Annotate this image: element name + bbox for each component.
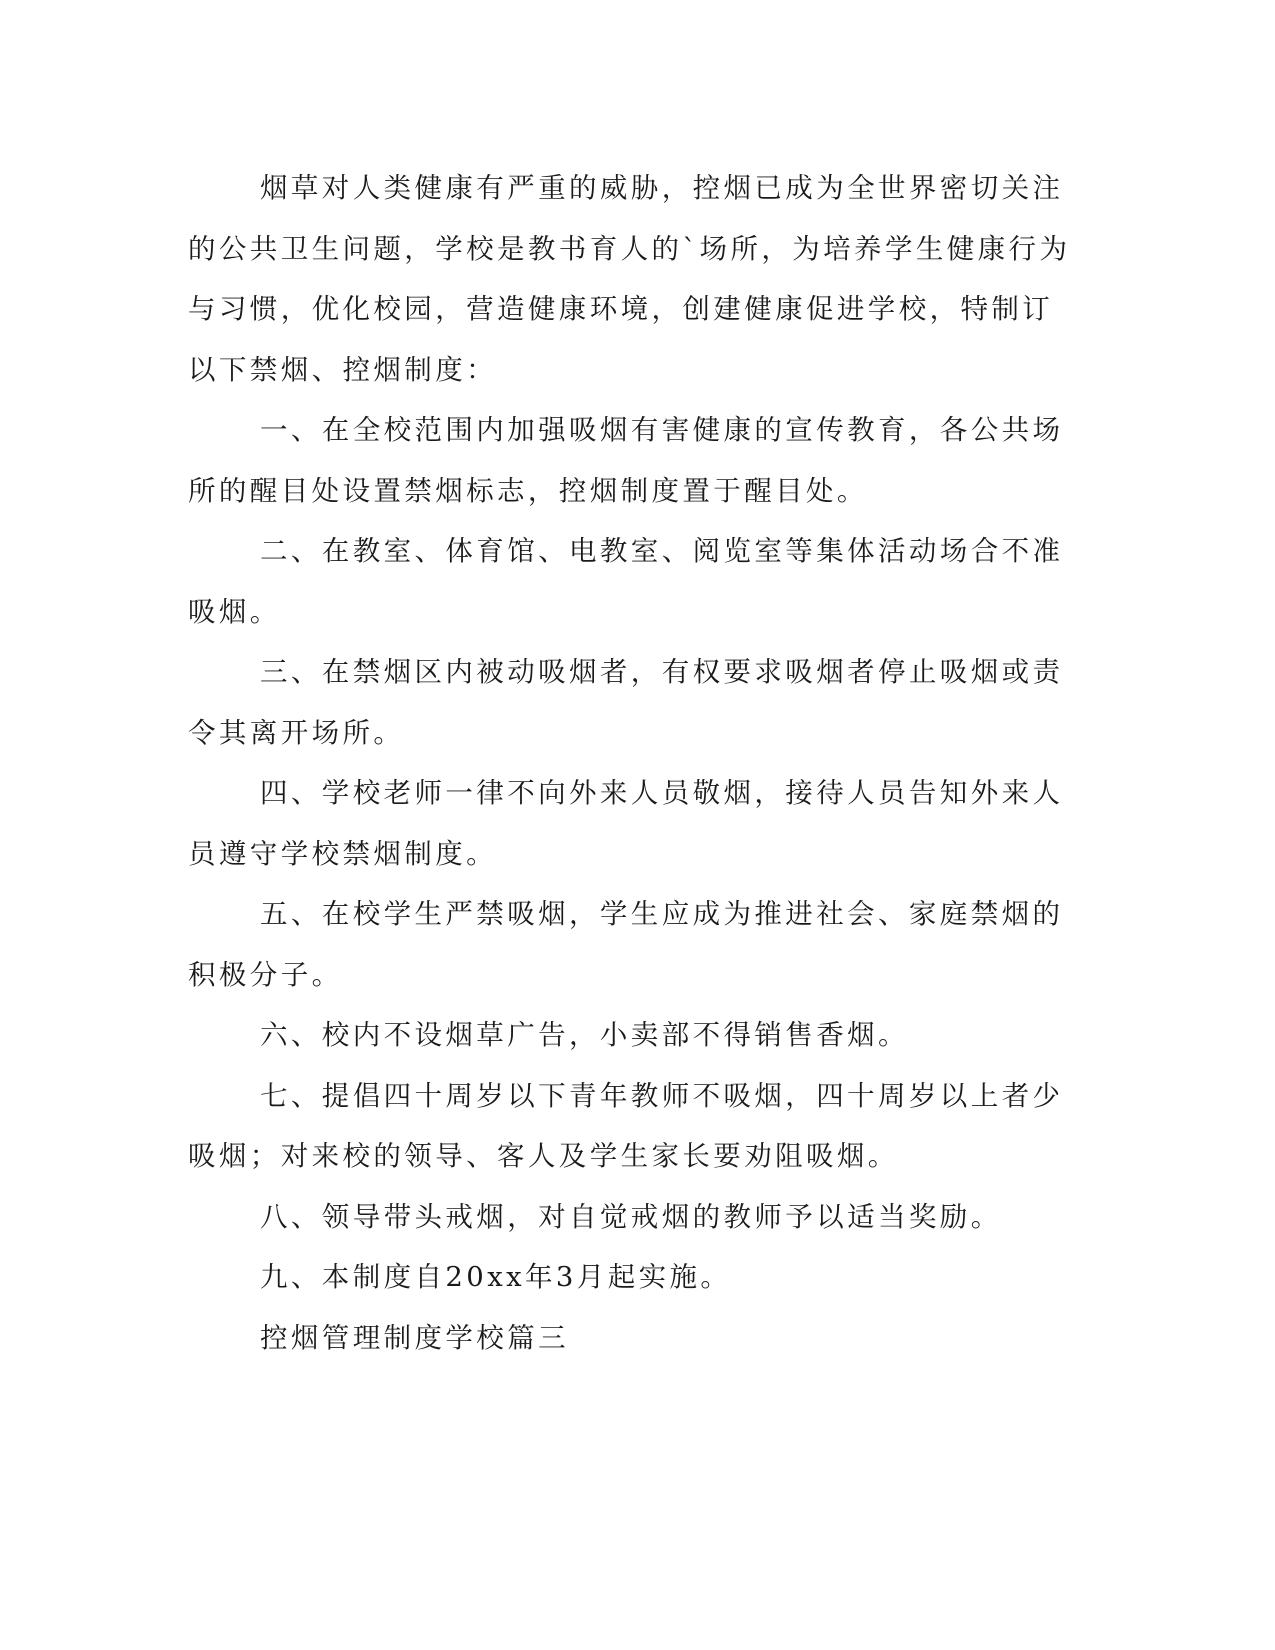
intro-paragraph: 烟草对人类健康有严重的威胁，控烟已成为全世界密切关注的公共卫生问题，学校是教书育人的`场所，为培养学生健康行为与习惯，优化校园，营造健康环境，创建健康促进学校，特制订以下禁烟、控烟制度： <box>188 172 1071 386</box>
rule-7-paragraph: 七、提倡四十周岁以下青年教师不吸烟，四十周岁以上者少吸烟；对来校的领导、客人及学生家长要劝阻吸烟。 <box>188 1079 1064 1172</box>
rule-1-paragraph: 一、在全校范围内加强吸烟有害健康的宣传教育，各公共场所的醒目处设置禁烟标志，控烟制度置于醒目处。 <box>188 414 1064 507</box>
rule-3-paragraph: 三、在禁烟区内被动吸烟者，有权要求吸烟者停止吸烟或责令其离开场所。 <box>188 656 1064 749</box>
rule-2-paragraph: 二、在教室、体育馆、电教室、阅览室等集体活动场合不准吸烟。 <box>188 535 1064 628</box>
section-heading: 控烟管理制度学校篇三 <box>260 1321 569 1354</box>
rule-5-paragraph: 五、在校学生严禁吸烟，学生应成为推进社会、家庭禁烟的积极分子。 <box>188 898 1064 991</box>
rule-8-paragraph: 八、领导带头戒烟，对自觉戒烟的教师予以适当奖励。 <box>260 1200 1002 1233</box>
rule-6-paragraph: 六、校内不设烟草广告，小卖部不得销售香烟。 <box>260 1019 909 1051</box>
rule-9-paragraph: 九、本制度自20xx年3月起实施。 <box>260 1261 732 1293</box>
document-body <box>188 158 1071 1368</box>
rule-4-paragraph: 四、学校老师一律不向外来人员敬烟，接待人员告知外来人员遵守学校禁烟制度。 <box>188 777 1064 870</box>
